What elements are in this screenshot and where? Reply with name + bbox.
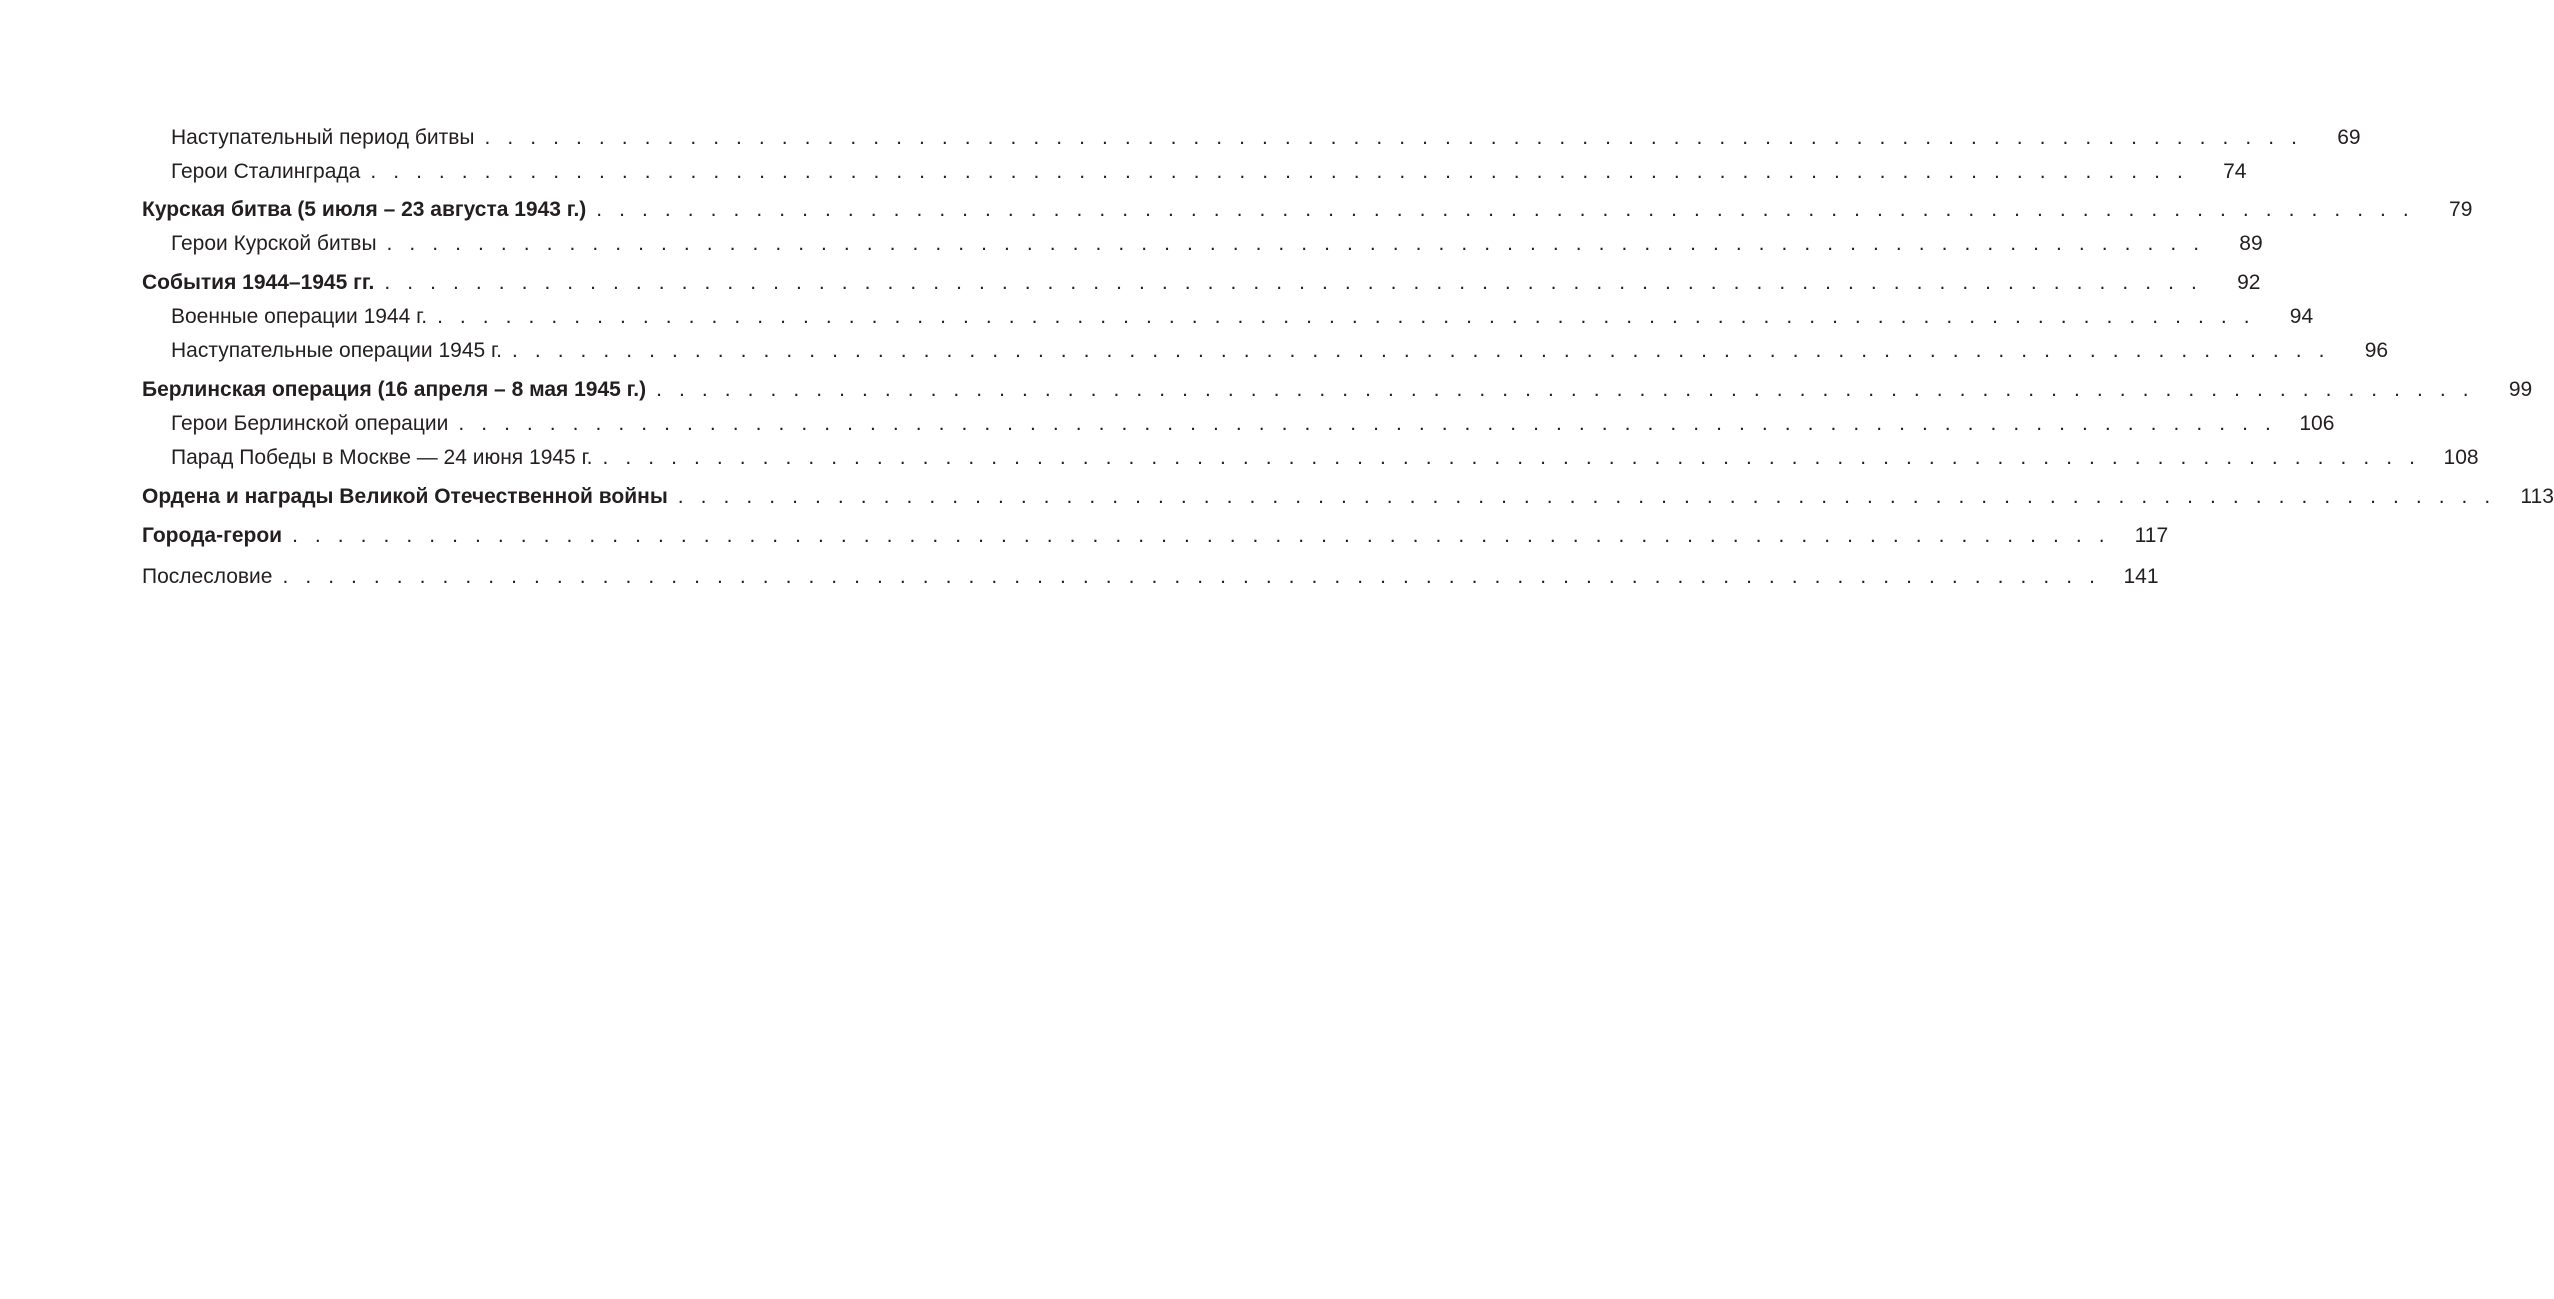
dot-leader: . . . . . . . . . . . . . . . . . . . . . . . . . . . . . . . . . . . . . . . . . . . . . . . . . . . . . . . . . . . . . . . . . . . . . . . . . . . . . . . . (384, 271, 2203, 294)
toc-entry[interactable] (142, 227, 2263, 261)
toc-entry[interactable] (142, 300, 2314, 334)
toc-entry-title: Наступательные операции 1945 г. (171, 339, 502, 362)
dot-leader: . . . . . . . . . . . . . . . . . . . . . . . . . . . . . . . . . . . . . . . . . . . . . . . . . . . . . . . . . . . . . . . . . . . . . . . . . . . . . . . . (437, 305, 2256, 328)
toc-entry[interactable] (142, 334, 2389, 368)
toc-section-title: Курская битва (5 июля – 23 августа 1943 г.) (142, 198, 587, 221)
toc-section-entry[interactable] (142, 373, 2533, 407)
toc-entry-title: Герои Берлинской операции (171, 412, 449, 435)
toc-entry-page: 96 (2364, 339, 2389, 362)
toc-entry-page: 113 (2520, 485, 2554, 508)
toc-entry[interactable] (142, 155, 2247, 189)
toc-entry-page: 108 (2443, 446, 2479, 469)
toc-entry-title: Военные операции 1944 г. (171, 305, 428, 328)
toc-entry[interactable] (142, 407, 2335, 441)
toc-entry[interactable] (142, 441, 2479, 475)
toc-entry-page: 69 (2337, 126, 2361, 149)
dot-leader: . . . . . . . . . . . . . . . . . . . . . . . . . . . . . . . . . . . . . . . . . . . . . . . . . . . . . . . . . . . . . . . . . . . . . . . . . . . . . . . . (656, 378, 2475, 401)
toc-entry-page: 106 (2299, 412, 2335, 435)
dot-leader: . . . . . . . . . . . . . . . . . . . . . . . . . . . . . . . . . . . . . . . . . . . . . . . . . . . . . . . . . . . . . . . . . . . . . . . . . . . . . . . . (292, 524, 2111, 547)
dot-leader: . . . . . . . . . . . . . . . . . . . . . . . . . . . . . . . . . . . . . . . . . . . . . . . . . . . . . . . . . . . . . . . . . . . . . . . . . . . . . . . . (386, 232, 2205, 255)
toc-entry[interactable] (142, 560, 2159, 594)
dot-leader: . . . . . . . . . . . . . . . . . . . . . . . . . . . . . . . . . . . . . . . . . . . . . . . . . . . . . . . . . . . . . . . . . . . . . . . . . . . . . . . . (602, 446, 2421, 469)
dot-leader: . . . . . . . . . . . . . . . . . . . . . . . . . . . . . . . . . . . . . . . . . . . . . . . . . . . . . . . . . . . . . . . . . . . . . . . . . . . . . . . . (596, 198, 2415, 221)
table-of-contents (142, 121, 2554, 594)
toc-entry-page: 89 (2239, 232, 2263, 255)
toc-entry-page: 79 (2449, 198, 2473, 221)
toc-entry[interactable] (142, 121, 2361, 155)
toc-entry-page: 99 (2508, 378, 2533, 401)
dot-leader: . . . . . . . . . . . . . . . . . . . . . . . . . . . . . . . . . . . . . . . . . . . . . . . . . . . . . . . . . . . . . . . . . . . . . . . . . . . . . . . . (282, 565, 2101, 588)
toc-entry-title: Парад Победы в Москве — 24 июня 1945 г. (171, 446, 593, 469)
toc-entry-title: Герои Сталинграда (171, 160, 361, 183)
toc-section-entry[interactable] (142, 266, 2261, 300)
dot-leader: . . . . . . . . . . . . . . . . . . . . . . . . . . . . . . . . . . . . . . . . . . . . . . . . . . . . . . . . . . . . . . . . . . . . . . . . . . . . . . . . (484, 126, 2303, 149)
toc-entry-title: Послесловие (142, 565, 273, 588)
dot-leader: . . . . . . . . . . . . . . . . . . . . . . . . . . . . . . . . . . . . . . . . . . . . . . . . . . . . . . . . . . . . . . . . . . . . . . . . . . . . . . . . (370, 160, 2189, 183)
dot-leader: . . . . . . . . . . . . . . . . . . . . . . . . . . . . . . . . . . . . . . . . . . . . . . . . . . . . . . . . . . . . . . . . . . . . . . . . . . . . . . . . (458, 412, 2277, 435)
toc-entry-page: 141 (2123, 565, 2159, 588)
toc-section-entry[interactable] (142, 193, 2473, 227)
toc-entry-page: 92 (2237, 271, 2261, 294)
toc-section-title: Ордена и награды Великой Отечественной войны (142, 485, 668, 508)
toc-entry-page: 74 (2223, 160, 2247, 183)
toc-section-entry[interactable] (142, 480, 2554, 514)
toc-entry-page: 117 (2134, 524, 2169, 547)
dot-leader: . . . . . . . . . . . . . . . . . . . . . . . . . . . . . . . . . . . . . . . . . . . . . . . . . . . . . . . . . . . . . . . . . . . . . . . . . . . . . . . . (511, 339, 2331, 362)
toc-section-entry[interactable] (142, 519, 2169, 553)
toc-entry-title: Наступательный период битвы (171, 126, 475, 149)
toc-section-title: Города-герои (142, 524, 283, 547)
dot-leader: . . . . . . . . . . . . . . . . . . . . . . . . . . . . . . . . . . . . . . . . . . . . . . . . . . . . . . . . . . . . . . . . . . . . . . . . . . . . . . . . (677, 485, 2496, 508)
toc-entry-title: Герои Курской битвы (171, 232, 377, 255)
toc-entry-page: 94 (2289, 305, 2314, 328)
toc-section-title: События 1944–1945 гг. (142, 271, 375, 294)
toc-section-title: Берлинская операция (16 апреля – 8 мая 1945 г.) (142, 378, 647, 401)
